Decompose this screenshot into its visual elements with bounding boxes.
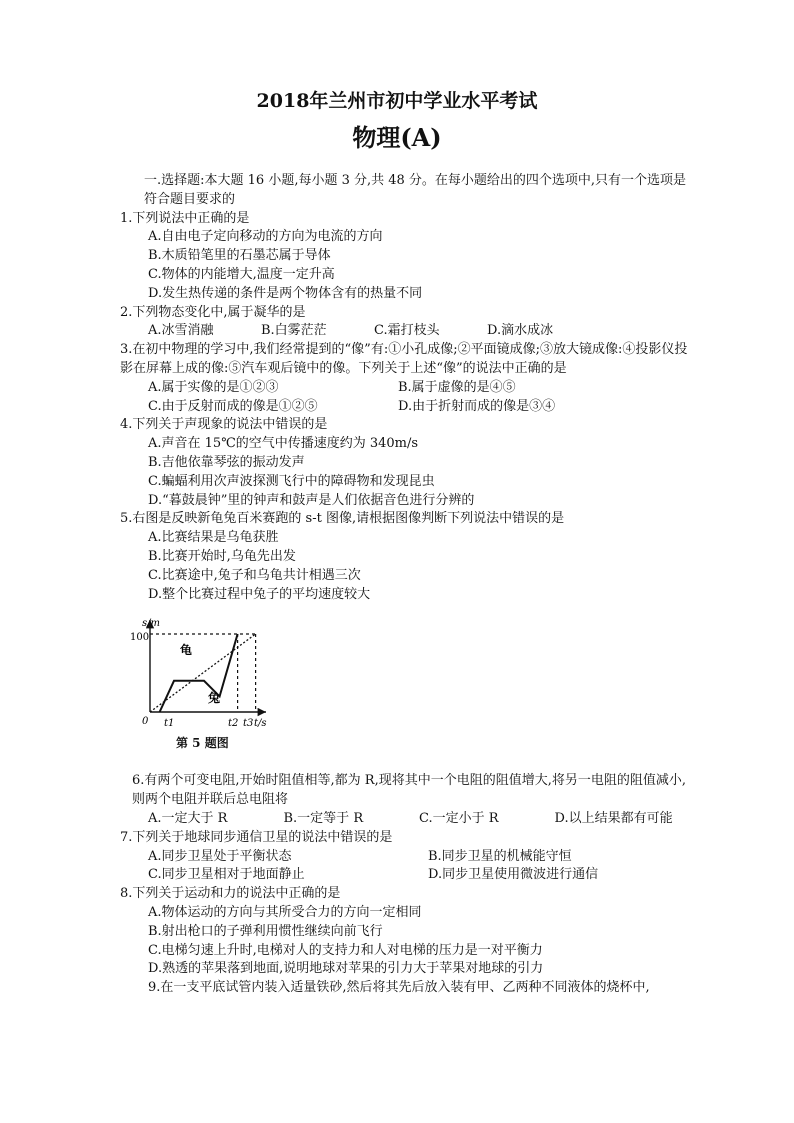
q8-option-a: A.物体运动的方向与其所受合力的方向一定相同 [148,904,422,920]
x-tick-t1: t1 [164,718,175,730]
q9-stem: 9.在一支平底试管内装入适量铁砂,然后将其先后放入装有甲、乙两种不同液体的烧杯中, [148,980,650,996]
q7-options-cd [120,866,690,885]
q7-option-d: D.同步卫星使用微波进行通信 [428,867,599,883]
q6-option-a: A.一定大于 R [148,810,228,826]
q5-option-d: D.整个比赛过程中兔子的平均速度较大 [148,586,371,602]
q3-option-b: B.属于虚像的是④⑤ [398,379,516,395]
q5-option-a: A.比赛结果是乌龟获胜 [148,530,279,546]
q7-option-c: C.同步卫星相对于地面静止 [148,867,305,883]
q3-option-a: A.属于实像的是①②③ [148,379,279,395]
q6-option-d: D.以上结果都有可能 [554,810,673,826]
exam-body [120,172,690,998]
q3-option-d: D.由于折射而成的像是③④ [398,398,556,414]
q8-option-c: C.电梯匀速上升时,电梯对人的支持力和人对电梯的压力是一对平衡力 [148,942,543,958]
origin-label: 0 [142,716,149,728]
q8-stem: 8.下列关于运动和力的说法中正确的是 [120,886,341,902]
q7-option-a: A.同步卫星处于平衡状态 [148,848,292,864]
q3-option-c: C.由于反射而成的像是①②⑤ [148,398,318,414]
q2-option-a: A.冰雪消融 [148,323,214,339]
q3-options-cd [120,398,690,417]
q7-options-ab [120,848,690,867]
q4-option-c: C.蝙蝠利用次声波探测飞行中的障碍物和发现昆虫 [148,473,435,489]
turtle-label: 龟 [180,643,193,658]
figure-caption: 第 5 题图 [176,736,229,751]
q1-option-a: A.自由电子定向移动的方向为电流的方向 [148,229,383,245]
q2-option-b: B.白雾茫茫 [261,323,327,339]
q2-option-d: D.滴水成冰 [487,323,554,339]
q4-option-d: D.“暮鼓晨钟”里的钟声和鼓声是人们依据音色进行分辨的 [148,492,475,508]
rabbit-label: 兔 [208,691,221,706]
q1-stem: 1.下列说法中正确的是 [120,210,250,226]
q4-option-b: B.吉他依靠琴弦的振动发声 [148,454,305,470]
section-intro: 一.选择题:本大题 16 小题,每小题 3 分,共 48 分。在每小题给出的四个选项中,只有一个选项是符合题目要求的 [144,173,687,207]
q5-option-b: B.比赛开始时,乌龟先出发 [148,548,296,564]
q1-option-c: C.物体的内能增大,温度一定升高 [148,266,335,282]
q6-option-c: C.一定小于 R [419,810,499,826]
q7-option-b: B.同步卫星的机械能守恒 [428,848,572,864]
x-axis-label: t/s [254,718,267,730]
q1-option-d: D.发生热传递的条件是两个物体含有的热量不同 [148,285,423,301]
rabbit-series-line [160,634,238,712]
q3-options-ab [120,379,690,398]
q8-option-d: D.熟透的苹果落到地面,说明地球对苹果的引力大于苹果对地球的引力 [148,961,544,977]
exam-title: 2018年兰州市初中学业水平考试 [256,90,538,112]
q5-option-c: C.比赛途中,兔子和乌龟共计相遇三次 [148,567,361,583]
q2-options [120,322,690,341]
x-tick-t2: t2 [228,718,239,730]
exam-subtitle: 物理(A) [352,123,442,152]
q8-option-b: B.射出枪口的子弹利用惯性继续向前飞行 [148,923,383,939]
q2-stem: 2.下列物态变化中,属于凝华的是 [120,304,306,320]
st-graph [130,612,270,732]
q6-stem: 6.有两个可变电阻,开始时阻值相等,都为 R,现将其中一个电阻的阻值增大,将另一电阻的阻值减小,则两个电阻并联后总电阻将 [132,773,686,808]
q6-option-b: B.一定等于 R [283,810,364,826]
q3-stem: 3.在初中物理的学习中,我们经常提到的“像”有:①小孔成像;②平面镜成像;③放大镜成像:④投影仪投影在屏幕上成的像:⑤汽车观后镜中的像。下列关于上述“像”的说法中正确的是 [120,342,688,376]
y-tick-100: 100 [130,632,150,644]
q7-stem: 7.下列关于地球同步通信卫星的说法中错误的是 [120,829,393,845]
q5-stem: 5.右图是反映新龟兔百米赛跑的 s-t 图像,请根据图像判断下列说法中错误的是 [120,511,565,527]
q6-options [120,810,690,829]
q1-option-b: B.木质铅笔里的石墨芯属于导体 [148,248,331,264]
x-tick-t3: t3 [243,718,254,730]
q2-option-c: C.霜打枝头 [374,323,440,339]
q4-option-a: A.声音在 15℃的空气中传播速度约为 340m/s [148,436,419,452]
q5-figure [120,612,690,772]
q4-stem: 4.下列关于声现象的说法中错误的是 [120,417,328,433]
y-axis-label: s/m [142,618,160,630]
